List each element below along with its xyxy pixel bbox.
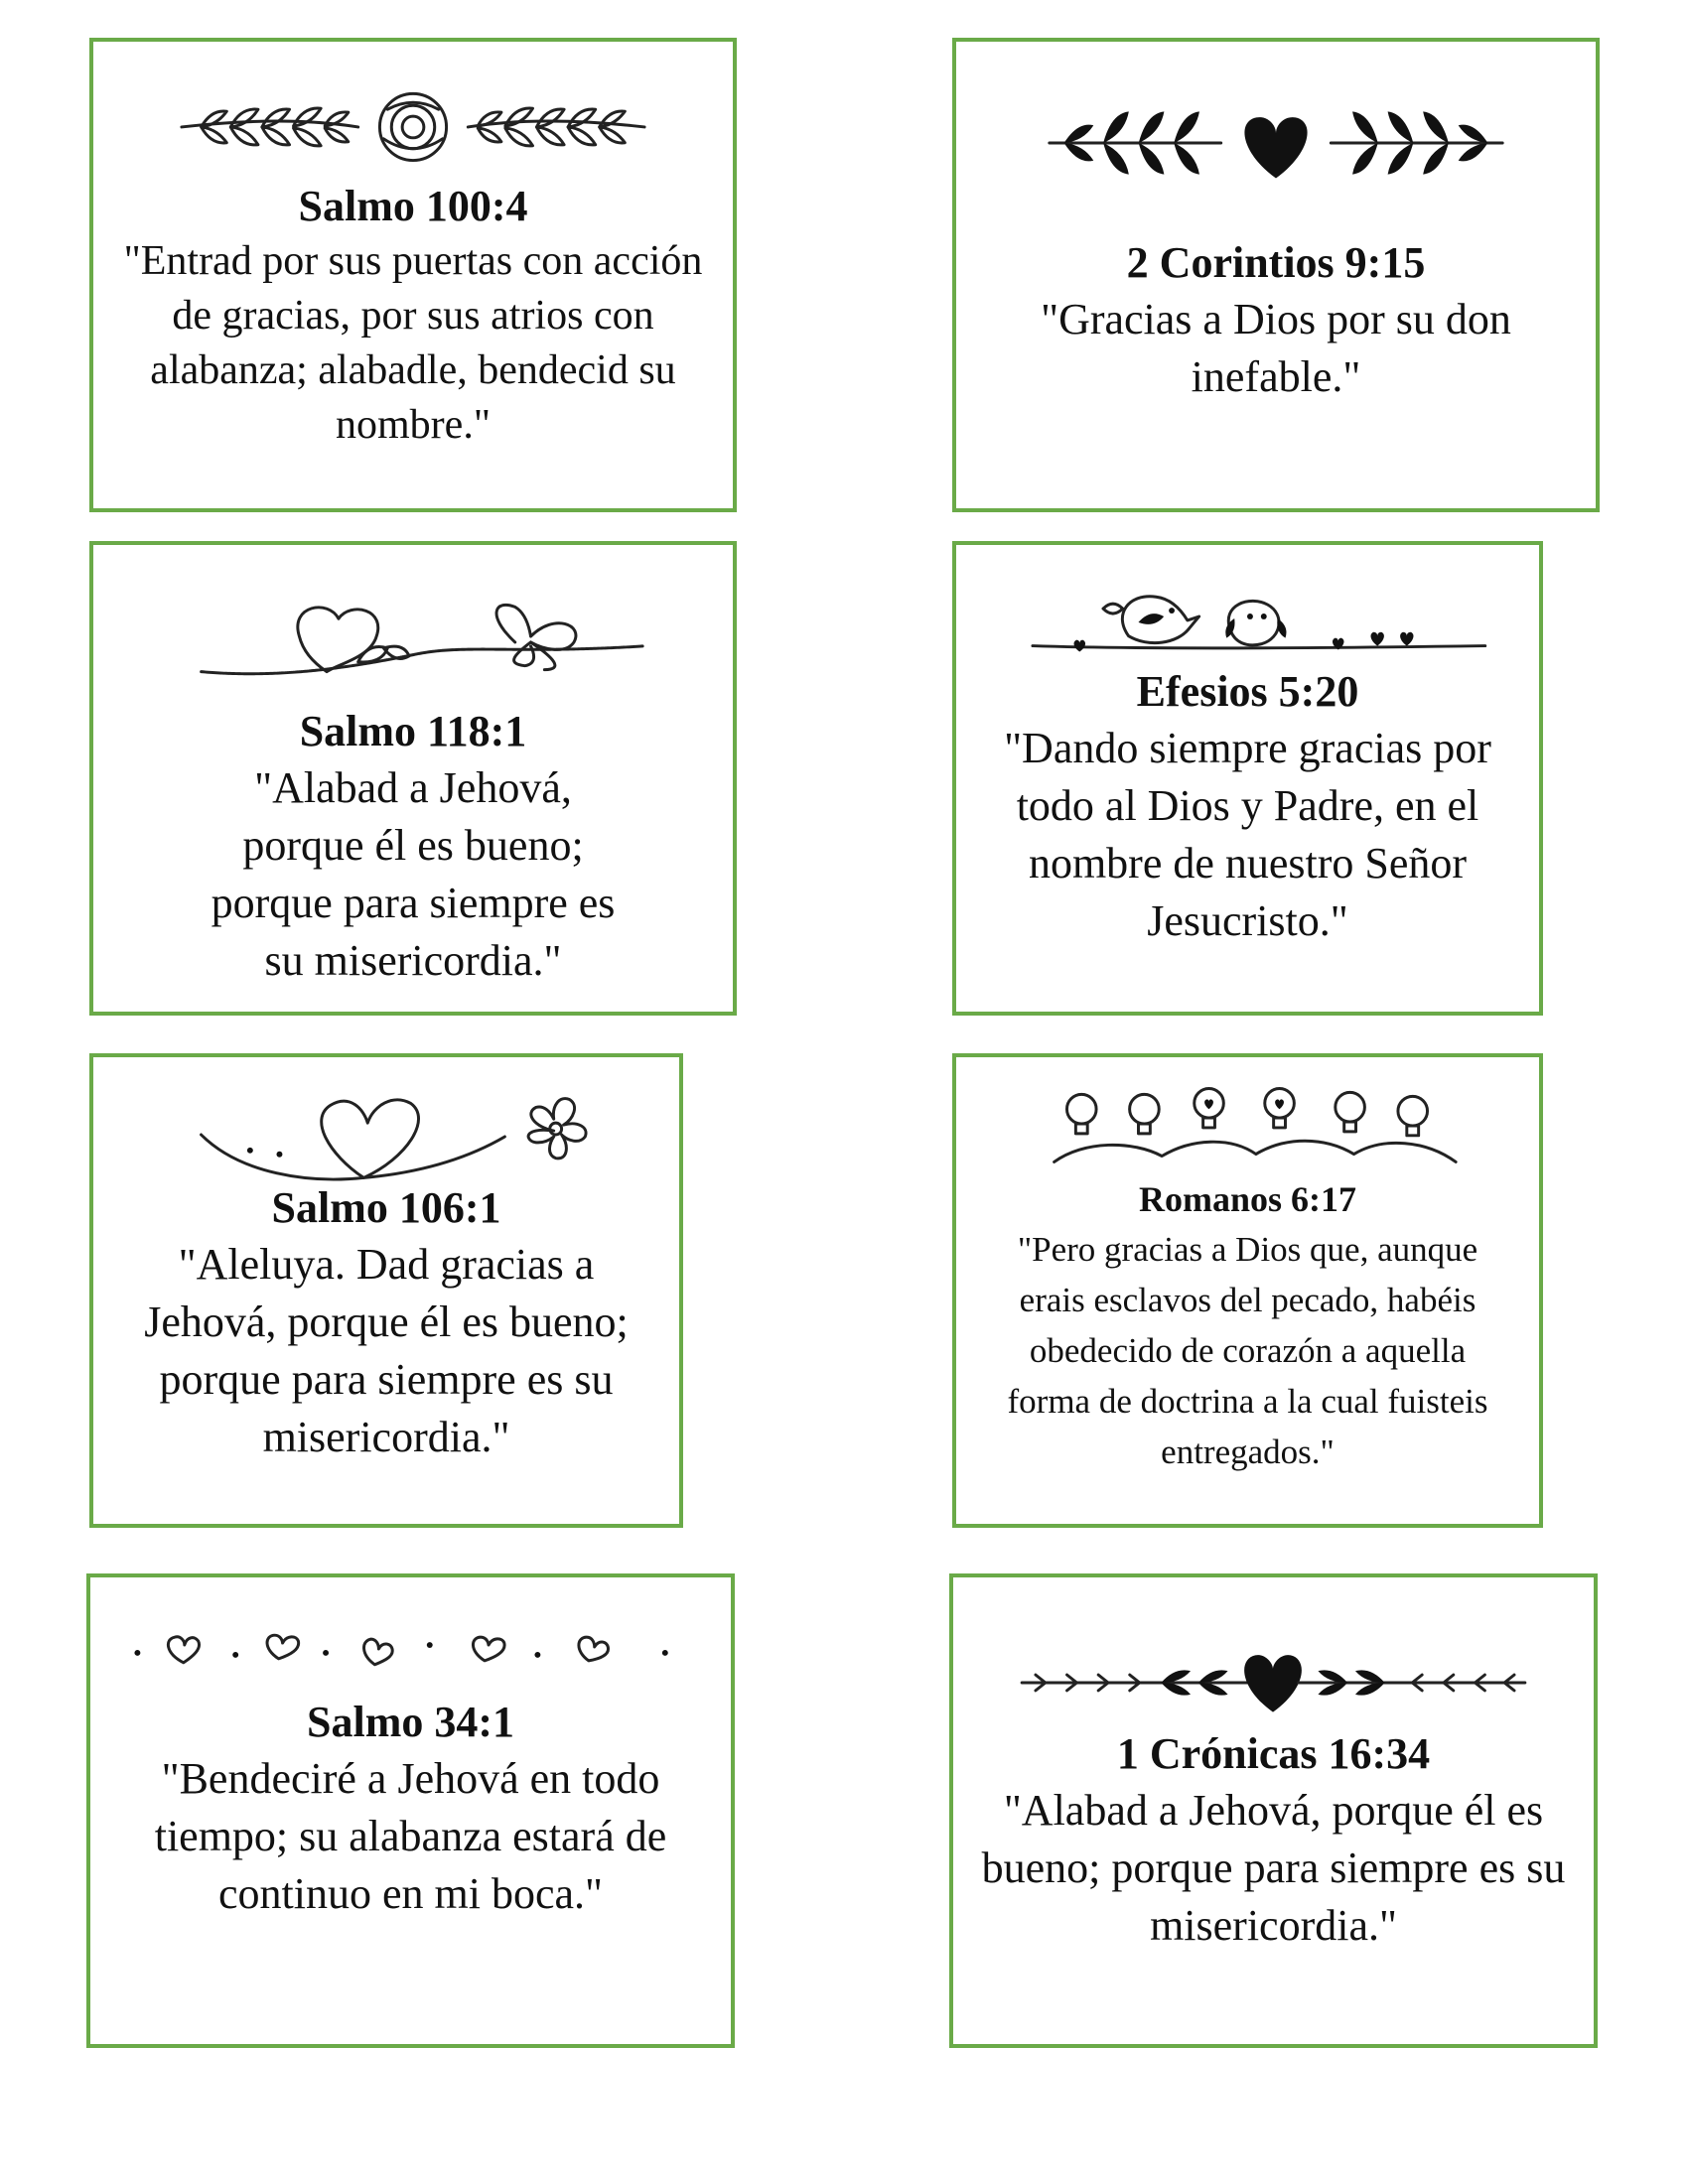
verse-reference: Romanos 6:17 <box>1138 1179 1356 1219</box>
verse-card-salmo-118-1 <box>89 541 737 1016</box>
verse-reference: Salmo 34:1 <box>307 1698 514 1746</box>
card-text <box>967 1726 1580 1955</box>
verse-text: "Bendeciré a Jehová en todo tiempo; su alabanza estará de continuo en mi boca." <box>154 1754 667 1918</box>
verse-text: "Aleluya. Dad gracias a Jehová, porque él es bueno; porque para siempre es su misericordia." <box>144 1240 629 1461</box>
verse-text: "Entrad por sus puertas con acción de gracias, por sus atrios con alabanza; alabadle, bendecid su nombre." <box>123 238 703 448</box>
verse-card-1-cronicas-16-34 <box>949 1573 1598 2048</box>
dotted-hearts-icon <box>90 1609 731 1689</box>
verse-text: "Pero gracias a Dios que, aunque erais esclavos del pecado, habéis obedecido de corazón a aquella forma de doctrina a la cual fuisteis entregados." <box>1007 1230 1488 1471</box>
verse-card-salmo-100-4 <box>89 38 737 512</box>
verse-card-2-corintios-9-15 <box>952 38 1600 512</box>
verse-card-salmo-106-1 <box>89 1053 683 1528</box>
light-bulbs-icon <box>956 1071 1539 1174</box>
verse-reference: 2 Corintios 9:15 <box>1126 238 1426 287</box>
verse-card-efesios-5-20 <box>952 541 1543 1016</box>
card-text <box>970 235 1582 406</box>
verse-reference: Salmo 118:1 <box>299 707 527 755</box>
verse-text: "Dando siempre gracias por todo al Dios y Padre, en el nombre de nuestro Señor Jesucristo." <box>1004 724 1491 945</box>
heart-leaves-icon <box>956 93 1596 193</box>
rose-laurel-icon <box>93 69 733 179</box>
verse-reference: Salmo 106:1 <box>271 1183 501 1232</box>
card-text <box>104 1695 717 1923</box>
birds-on-wire-icon <box>956 565 1539 664</box>
card-text <box>107 704 719 990</box>
verse-card-romanos-6-17 <box>952 1053 1543 1528</box>
verse-reference: Efesios 5:20 <box>1136 667 1359 716</box>
heart-arrows-icon <box>953 1633 1594 1732</box>
verse-reference: Salmo 100:4 <box>298 182 528 230</box>
verse-text: "Alabad a Jehová, porque él es bueno; porque para siempre es su misericordia." <box>981 1786 1566 1950</box>
verse-text: "Alabad a Jehová, porque él es bueno; porque para siempre es su misericordia." <box>211 763 616 985</box>
card-text <box>970 664 1525 950</box>
heart-flower-icon <box>93 1075 679 1194</box>
card-text <box>970 1174 1525 1477</box>
verse-card-salmo-34-1 <box>86 1573 735 2048</box>
card-text <box>107 1180 665 1466</box>
verse-reference: 1 Crónicas 16:34 <box>1116 1729 1431 1778</box>
heart-butterfly-icon <box>93 585 733 694</box>
verse-text: "Gracias a Dios por su don inefable." <box>1041 295 1511 401</box>
card-text <box>107 179 719 453</box>
